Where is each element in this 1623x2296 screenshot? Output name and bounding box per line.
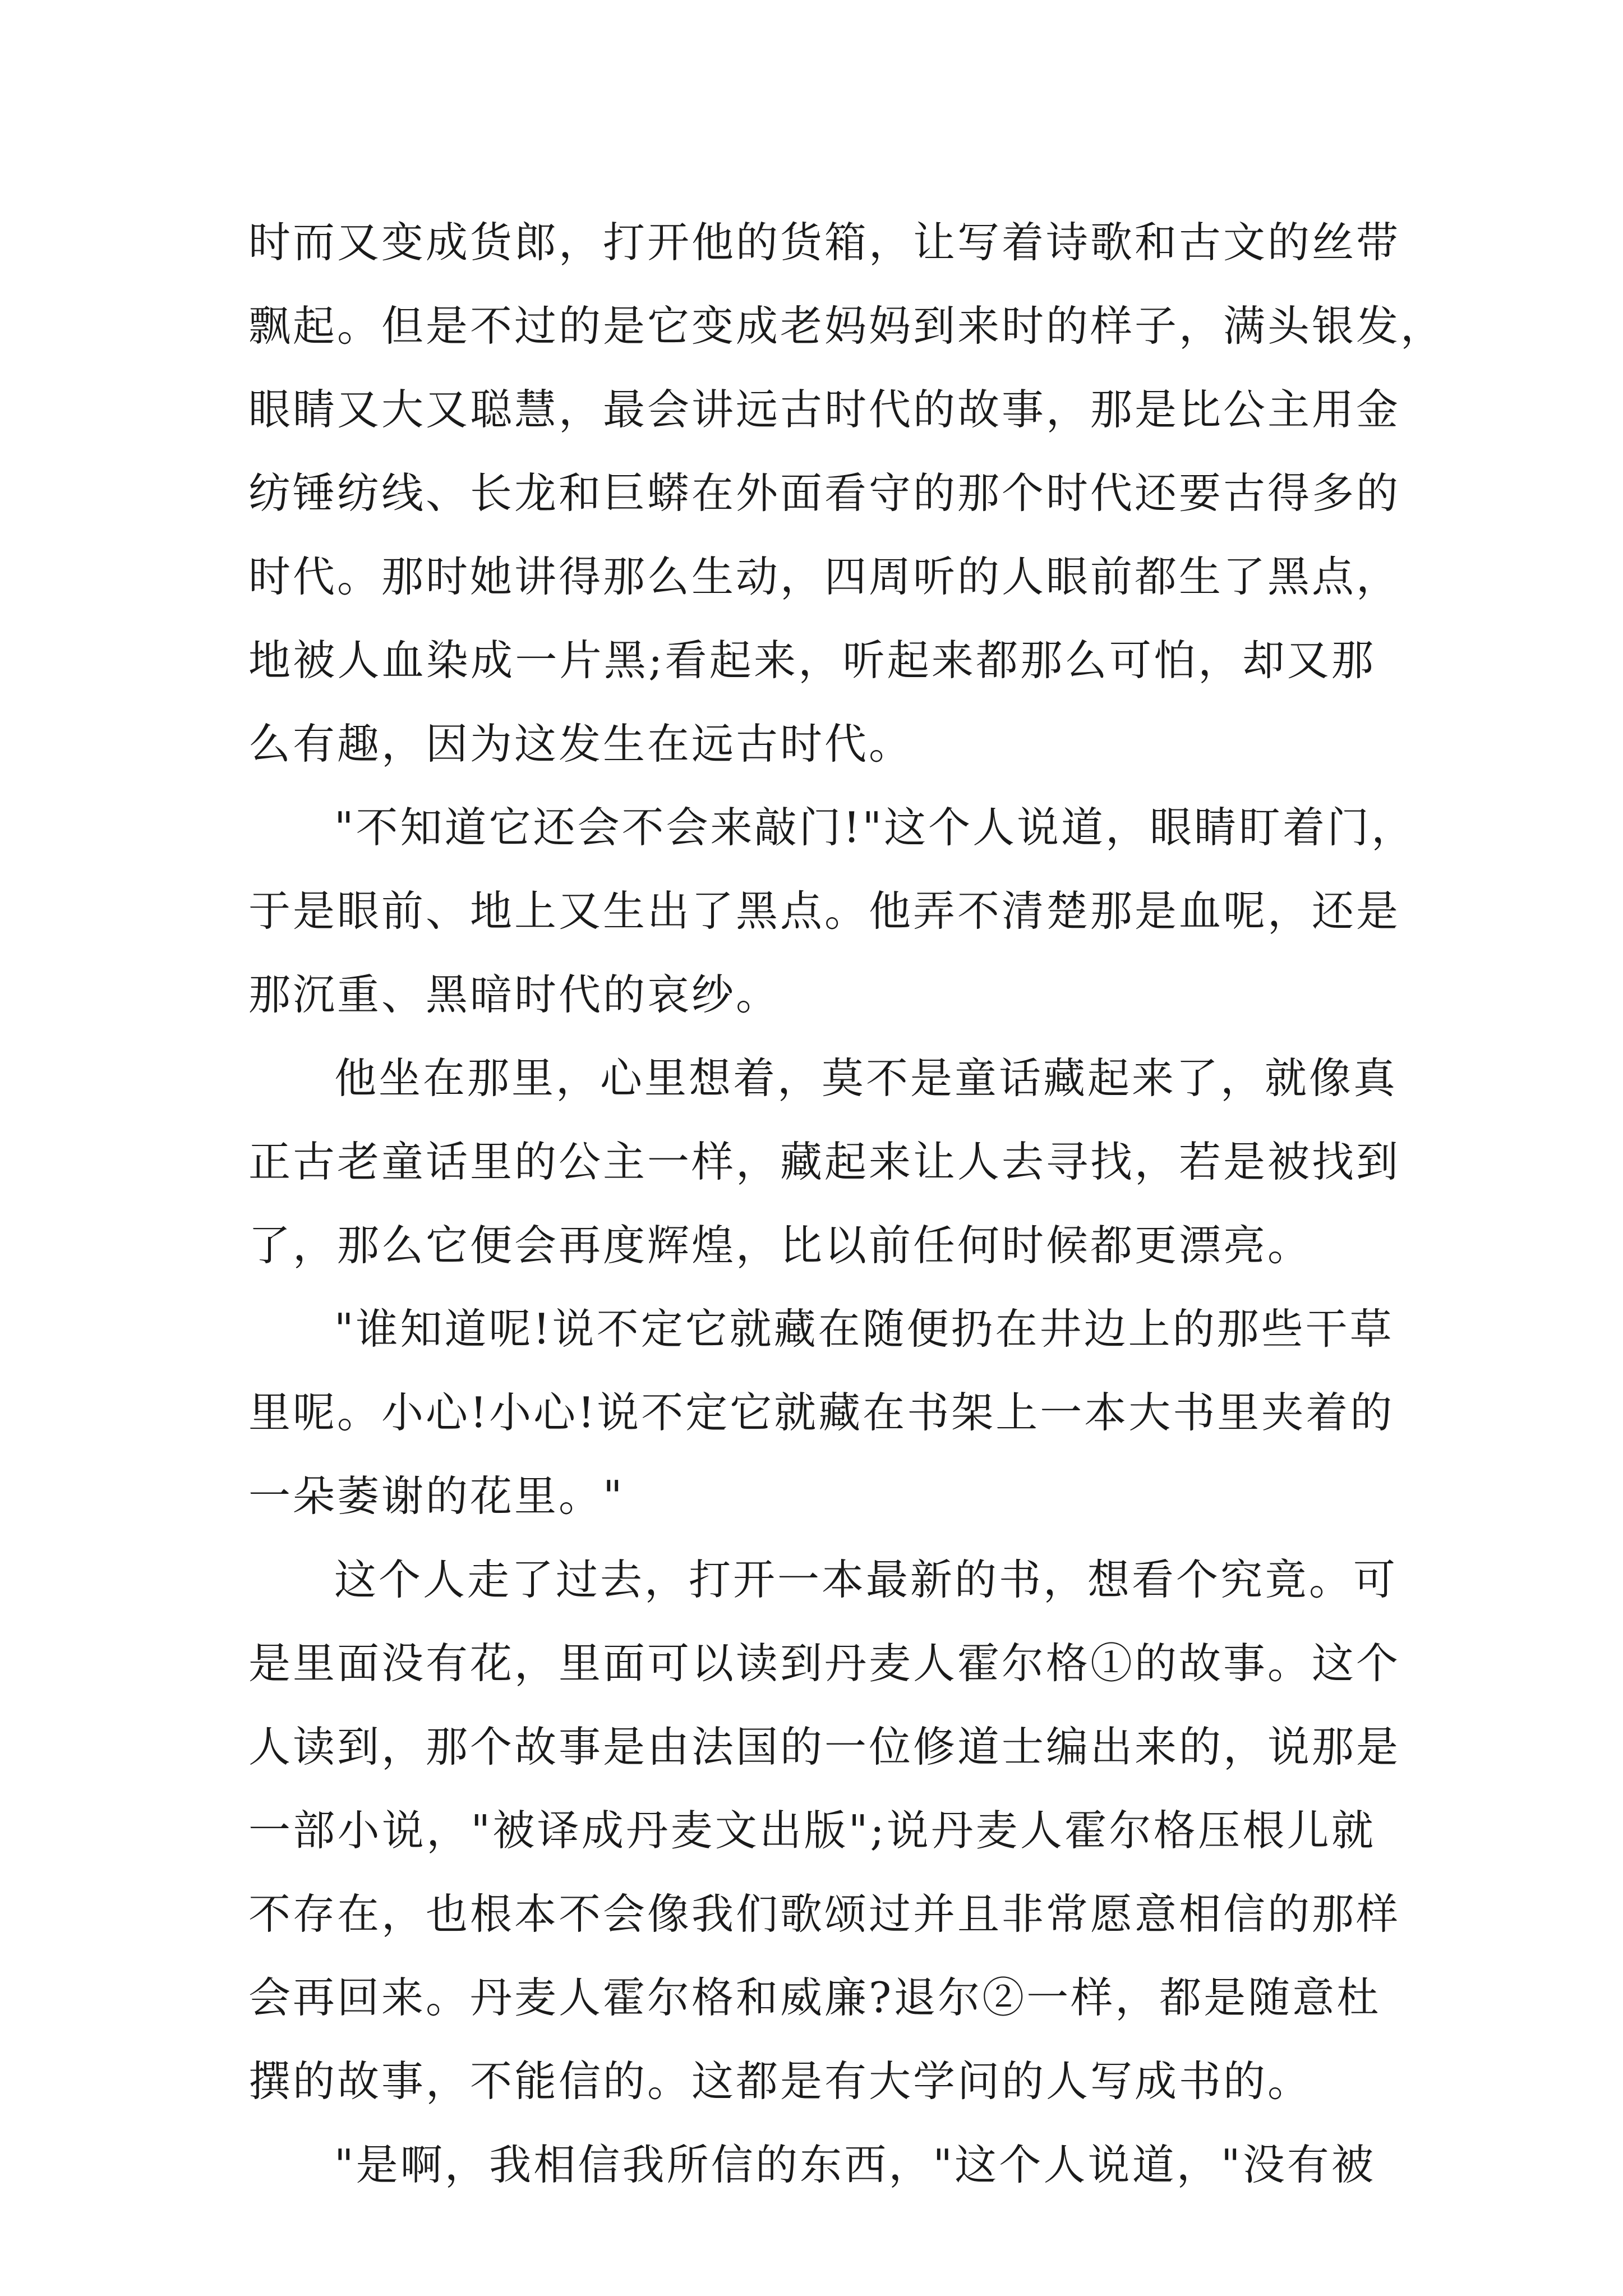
- text-line: 时代。那时她讲得那么生动，四周听的人眼前都生了黑点，: [248, 552, 1401, 601]
- text-line: 里呢。小心!小心!说不定它就藏在书架上一本大书里夹着的: [248, 1388, 1395, 1437]
- text-line: 飘起。但是不过的是它变成老妈妈到来时的样子，满头银发，: [248, 301, 1445, 351]
- text-line: 人读到，那个故事是由法国的一位修道士编出来的，说那是: [248, 1722, 1401, 1772]
- text-line: 于是眼前、地上又生出了黑点。他弄不清楚那是血呢，还是: [248, 886, 1401, 936]
- text-line: "是啊，我相信我所信的东西，"这个人说道，"没有被: [334, 2140, 1376, 2189]
- text-line: 纺锤纺线、长龙和巨蟒在外面看守的那个时代还要古得多的: [248, 468, 1401, 518]
- text-line: 会再回来。丹麦人霍尔格和威廉?退尔②一样，都是随意杜: [248, 1973, 1381, 2022]
- text-line: 么有趣，因为这发生在远古时代。: [248, 719, 914, 769]
- text-line: 一朵萎谢的花里。": [248, 1471, 625, 1521]
- text-line: 了，那么它便会再度辉煌，比以前任何时候都更漂亮。: [248, 1221, 1312, 1270]
- text-line: 他坐在那里，心里想着，莫不是童话藏起来了，就像真: [334, 1053, 1398, 1103]
- text-line: 不存在，也根本不会像我们歌颂过并且非常愿意相信的那样: [248, 1889, 1401, 1939]
- text-line: 撰的故事，不能信的。这都是有大学问的人写成书的。: [248, 2056, 1312, 2106]
- text-line: "谁知道呢!说不定它就藏在随便扔在井边上的那些干草: [334, 1304, 1394, 1354]
- text-line: 时而又变成货郎，打开他的货箱，让写着诗歌和古文的丝带: [248, 218, 1401, 267]
- text-line: 一部小说，"被译成丹麦文出版";说丹麦人霍尔格压根儿就: [248, 1806, 1376, 1855]
- text-line: 正古老童话里的公主一样，藏起来让人去寻找，若是被找到: [248, 1137, 1401, 1186]
- text-line: "不知道它还会不会来敲门!"这个人说道，眼睛盯着门，: [334, 803, 1416, 852]
- body-text: [248, 201, 1445, 2207]
- text-line: 眼睛又大又聪慧，最会讲远古时代的故事，那是比公主用金: [248, 385, 1401, 434]
- text-line: 这个人走了过去，打开一本最新的书，想看个究竟。可: [334, 1555, 1398, 1604]
- text-line: 地被人血染成一片黑;看起来，听起来都那么可怕，却又那: [248, 636, 1376, 685]
- text-line: 是里面没有花，里面可以读到丹麦人霍尔格①的故事。这个: [248, 1639, 1401, 1688]
- text-line: 那沉重、黑暗时代的哀纱。: [248, 970, 781, 1019]
